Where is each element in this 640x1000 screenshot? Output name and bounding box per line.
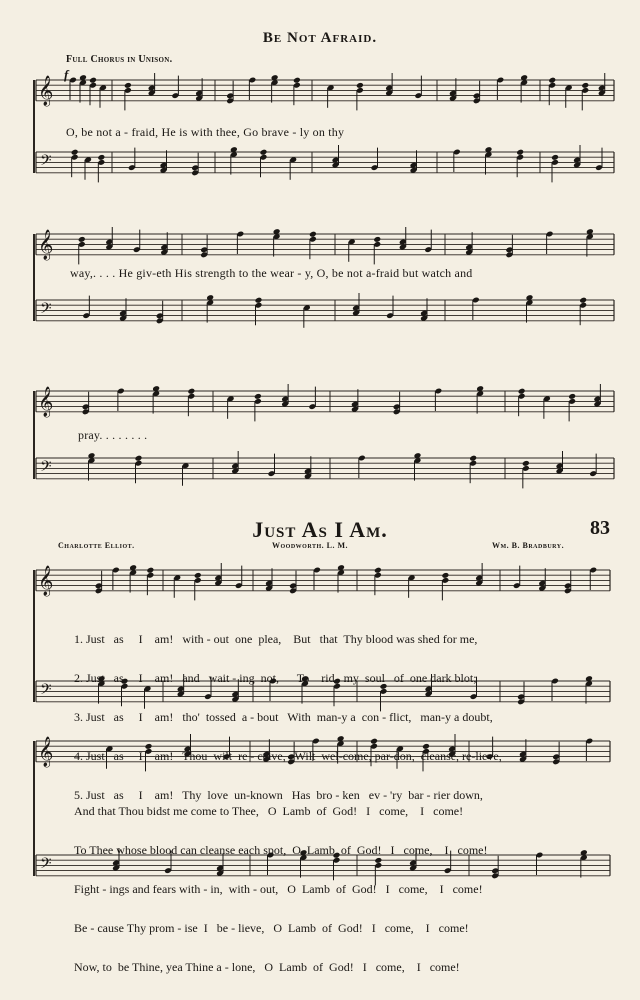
note-head — [581, 82, 589, 89]
note-head — [260, 149, 268, 156]
note-head — [135, 455, 143, 462]
note-head — [194, 572, 202, 579]
bass-clef: 𝄢 — [40, 855, 52, 876]
note-head — [441, 572, 449, 579]
composer-credit: Wm. B. Bradbury. — [492, 541, 565, 550]
verse-line: Be - cause Thy prom - ise I be - lieve, O Lamb of God! I come, I come! — [74, 921, 469, 935]
hymn-title-be-not-afraid: Be Not Afraid. — [262, 30, 378, 46]
note-head — [71, 149, 79, 156]
treble-clef: 𝄞 — [38, 737, 54, 767]
bass-clef: 𝄢 — [40, 458, 52, 479]
note-head — [254, 393, 262, 400]
verse-line: Now, to be Thine, yea Thine a - lone, O Lamb of God! I come, I come! — [74, 960, 460, 974]
note-head — [89, 77, 97, 84]
note-head — [356, 82, 364, 89]
verse-line: And that Thou bidst me come to Thee, O Lamb of God! I come, I come! — [74, 804, 464, 818]
verse-line: 2. Just as I am! and wait - ing not, To rid my soul of one dark blot; — [74, 671, 477, 685]
note-head — [469, 455, 477, 462]
page-number: 83 — [590, 517, 610, 539]
note-head — [255, 297, 263, 304]
note-head — [374, 567, 382, 574]
treble-clef: 𝄞 — [38, 387, 54, 417]
note-head — [548, 77, 556, 84]
treble-clef: 𝄞 — [38, 566, 54, 596]
note-head — [551, 154, 559, 161]
hymn-title-just-as-i-am: Just As I Am. — [252, 517, 388, 542]
note-head — [78, 236, 86, 243]
note-head — [518, 388, 526, 395]
verse-line: 1. Just as I am! with - out one plea, But that Thy blood was shed for me, — [74, 632, 478, 646]
treble-clef: 𝄞 — [38, 230, 54, 260]
verse-line: 3. Just as I am! tho' tossed a - bout With man-y a con - flict, man-y a doubt, — [74, 710, 493, 724]
dynamic-marking: f — [64, 67, 69, 82]
note-head — [293, 77, 301, 84]
verse-line: 4. Just as I am! Thou wilt re - ceive, Wilt wel-come, par-don, cleanse, re-lieve, — [74, 749, 502, 763]
note-head — [373, 236, 381, 243]
lyric-line-2: way,. . . . He giv-eth His strength to the wear - y, O, be not a-fraid but watch and — [70, 266, 473, 280]
verses-second-half — [74, 779, 487, 1000]
note-head — [516, 149, 524, 156]
note-head — [309, 231, 317, 238]
treble-clef: 𝄞 — [38, 76, 54, 106]
note-head — [522, 460, 530, 467]
note-head — [579, 297, 587, 304]
note-head — [187, 388, 195, 395]
note-head — [124, 82, 132, 89]
meter-credit: Woodworth. L. M. — [272, 541, 349, 550]
performance-direction: Full Chorus in Unison. — [66, 54, 173, 65]
author-credit: Charlotte Elliot. — [58, 541, 135, 550]
bass-clef: 𝄢 — [40, 152, 52, 173]
bass-clef: 𝄢 — [40, 300, 52, 321]
verse-line: 5. Just as I am! Thy love un-known Has bro - ken ev - 'ry bar - rier down, — [74, 788, 483, 802]
lyric-line-1: O, be not a - fraid, He is with thee, Go brave - ly on thy — [66, 125, 345, 139]
verse-line: To Thee whose blood can cleanse each spot, O Lamb of God! I come, I come! — [74, 843, 488, 857]
note-head — [97, 154, 105, 161]
bass-clef: 𝄢 — [40, 681, 52, 702]
verse-line: Fight - ings and fears with - in, with - out, O Lamb of God! I come, I come! — [74, 882, 483, 896]
note-head — [146, 567, 154, 574]
note-head — [568, 393, 576, 400]
lyric-line-3: pray. . . . . . . . — [78, 428, 148, 442]
